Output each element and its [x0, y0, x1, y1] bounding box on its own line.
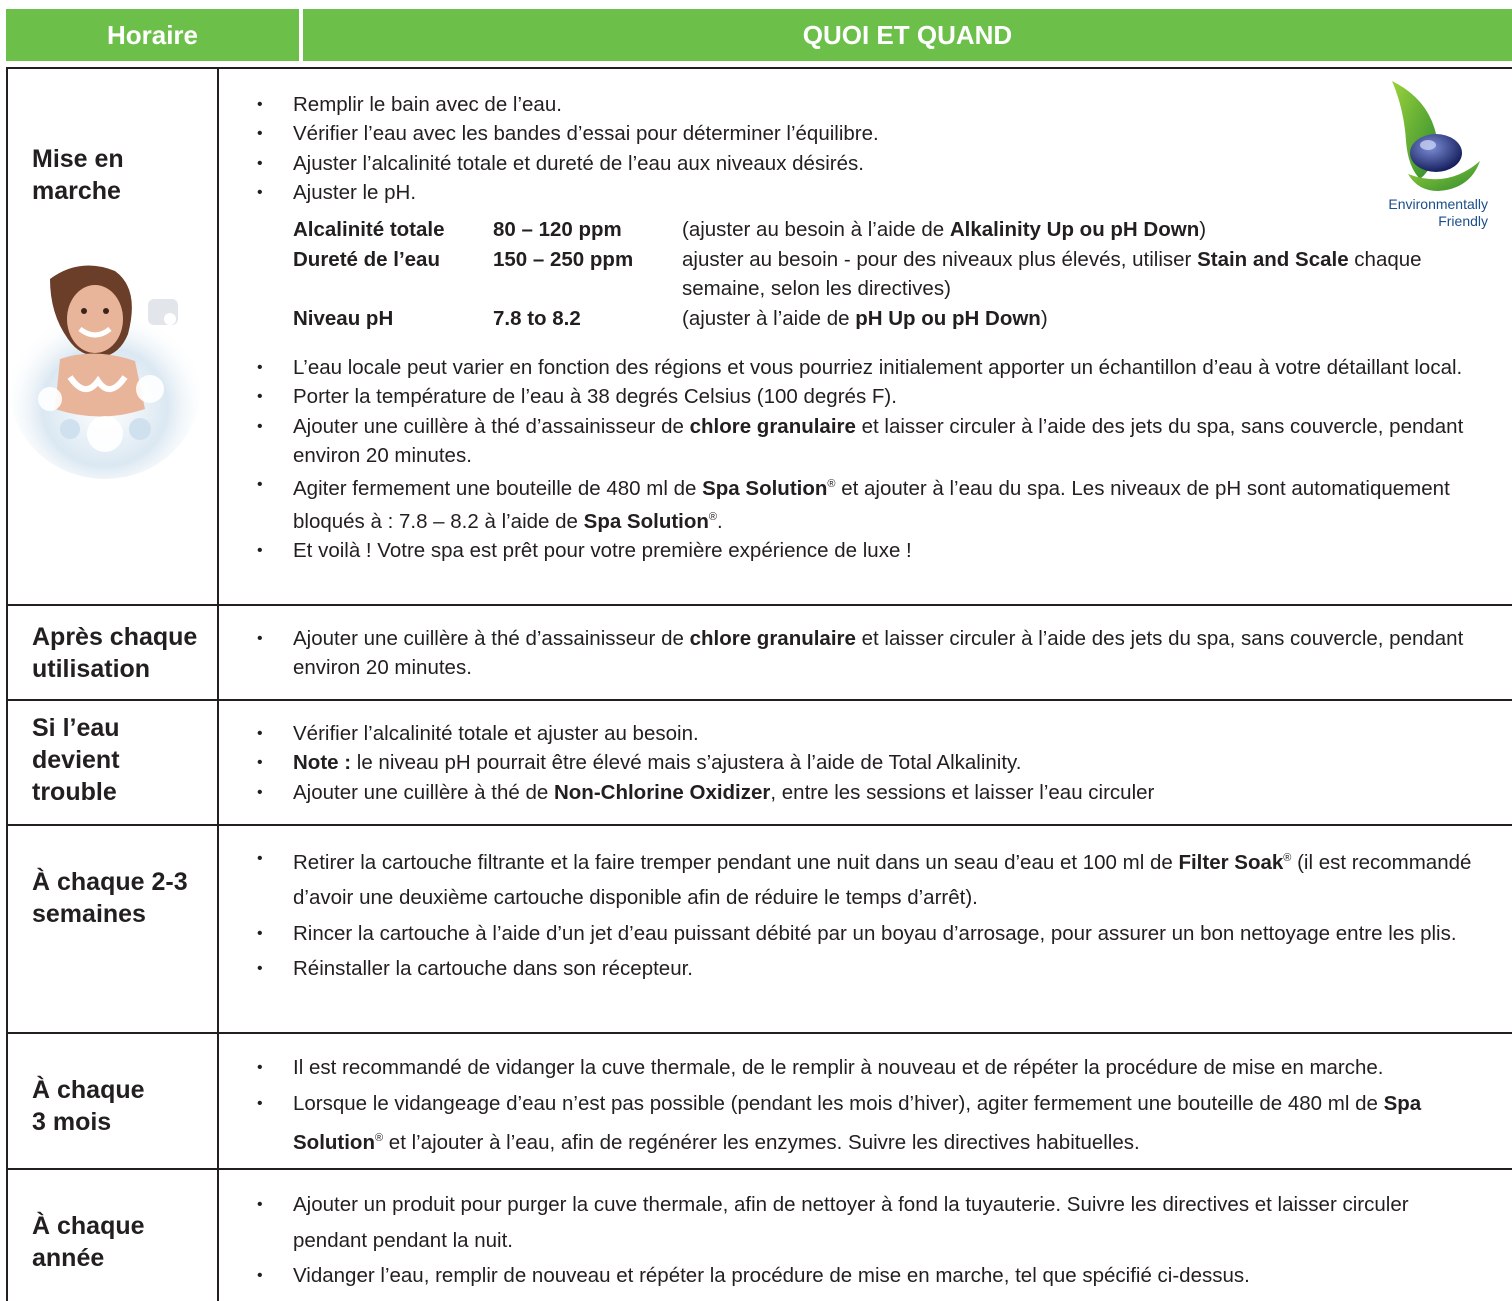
header-quoi-et-quand: QUOI ET QUAND [303, 9, 1512, 61]
schedule-label [32, 621, 197, 685]
item-text: et ajouter à l’eau du spa. Les niveaux de pH sont automatiquement bloqués à : 7.8 – 8.2 à l’aide de [293, 477, 1450, 534]
label-line: À chaque [32, 1076, 145, 1104]
schedule-content [219, 701, 1512, 824]
instruction-list [257, 1187, 1488, 1294]
list-item [257, 412, 1488, 471]
label-line: année [32, 1244, 105, 1272]
instruction-list [257, 624, 1488, 683]
product-name: Filter Soak [1178, 850, 1284, 874]
label-line: marche [32, 177, 121, 205]
schedule-cell [8, 701, 219, 824]
registered-mark: ® [1283, 852, 1292, 864]
spec-row [293, 245, 1493, 304]
list-item [257, 1258, 1488, 1294]
item-text: et laisser circuler à l’aide des jets du spa, sans couvercle, pendant environ 20 minutes. [293, 627, 1464, 680]
product-name: Stain and Scale [1197, 247, 1349, 271]
label-line: 3 mois [32, 1108, 112, 1136]
item-text: , entre les sessions et laisser l’eau circuler [770, 780, 1155, 804]
desc-text: chaque [1348, 247, 1422, 271]
logo-caption [1388, 196, 1488, 230]
item-text: Lorsque le vidangeage d’eau n’est pas possible (pendant les mois d’hiver), agiter fermement une bouteille de 480 ml de [293, 1091, 1384, 1115]
item-text: Ajouter une cuillère à thé d’assainisseur de [293, 414, 690, 438]
label-line: utilisation [32, 655, 151, 683]
list-item [257, 90, 1488, 119]
item-text: Vérifier l’eau avec les bandes d’essai pour déterminer l’équilibre. [293, 122, 879, 146]
label-line: Après chaque [32, 623, 198, 651]
environmentally-friendly-logo [1378, 79, 1488, 229]
desc-text: (ajuster au besoin à l’aide de [682, 218, 950, 241]
desc-text: ) [1040, 306, 1048, 330]
product-name: Alkalinity Up ou pH Down [949, 218, 1200, 241]
list-item [257, 624, 1488, 683]
water-levels-table [293, 215, 1493, 333]
note-label: Note : [293, 751, 352, 775]
list-item [257, 841, 1488, 916]
list-item [257, 119, 1488, 148]
product-name: chlore granulaire [689, 627, 856, 650]
schedule-content [219, 1170, 1512, 1301]
label-line: À chaque 2-3 [32, 868, 188, 896]
list-item [257, 951, 1488, 987]
table-row [6, 69, 1512, 606]
instruction-list [257, 841, 1488, 987]
item-text: L’eau locale peut varier en fonction des régions et vous pourriez initialement apporter un échantillon d’eau à votre détaillant local. [293, 356, 1463, 379]
schedule-label [32, 712, 120, 808]
schedule-label [32, 143, 124, 207]
list-item [257, 178, 1488, 207]
list-item [257, 778, 1488, 807]
spec-key: Niveau pH [293, 306, 394, 330]
item-text: Remplir le bain avec de l’eau. [293, 93, 562, 116]
list-item [257, 382, 1488, 411]
spec-desc [682, 215, 1493, 245]
item-text: Ajuster le pH. [293, 180, 417, 204]
spec-value: 150 – 250 ppm [493, 247, 634, 271]
spec-row [293, 304, 1493, 334]
caption-line: Environmentally [1388, 196, 1488, 212]
item-text: Vidanger l’eau, remplir de nouveau et répéter la procédure de mise en marche, tel que spécifié ci-dessus. [293, 1264, 1250, 1287]
desc-text: (ajuster à l’aide de [682, 306, 856, 330]
list-item [257, 536, 1488, 565]
spec-key: Dureté de l’eau [293, 247, 440, 271]
spec-value: 7.8 to 8.2 [493, 306, 581, 330]
leaf-drop-icon [1378, 79, 1488, 197]
item-text: Et voilà ! Votre spa est prêt pour votre première expérience de luxe ! [293, 539, 912, 563]
schedule-cell [8, 606, 219, 699]
label-line: devient [32, 746, 120, 774]
product-name: Spa Solution [702, 477, 828, 501]
table-row [6, 606, 1512, 701]
desc-text: semaine, selon les directives) [682, 277, 951, 300]
schedule-table [6, 67, 1512, 1301]
item-text: Ajuster l’alcalinité totale et dureté de l’eau aux niveaux désirés. [293, 151, 864, 175]
schedule-cell [8, 826, 219, 1032]
schedule-cell [8, 1034, 219, 1168]
table-row [6, 701, 1512, 826]
item-text: et laisser circuler à l’aide des jets du spa, sans couvercle, pendant environ 20 minutes. [293, 414, 1464, 467]
spec-row [293, 215, 1493, 245]
product-name: pH Up ou pH Down [855, 306, 1041, 330]
schedule-cell [8, 69, 219, 604]
item-text: et l’ajouter à l’eau, afin de regénérer les enzymes. Suivre les directives habituelles. [383, 1130, 1140, 1154]
table-row [6, 1170, 1512, 1301]
list-item [257, 1187, 1488, 1258]
product-name: Spa Solution [293, 1091, 1422, 1154]
schedule-content [219, 1034, 1512, 1168]
item-text: Ajouter une cuillère à thé de [293, 780, 554, 804]
schedule-label [32, 1074, 145, 1138]
list-item [257, 1086, 1488, 1161]
item-text: Ajouter un produit pour purger la cuve thermale, afin de nettoyer à fond la tuyauterie. Suivre les directives et laisser circuler pendant pendant la nuit. [293, 1193, 1409, 1252]
schedule-label [32, 1210, 145, 1274]
table-row [6, 826, 1512, 1034]
item-text: Il est recommandé de vidanger la cuve thermale, de le remplir à nouveau et de répéter la procédure de mise en marche. [293, 1056, 1384, 1079]
table-row [6, 1034, 1512, 1170]
desc-text: ajuster au besoin - pour des niveaux plus élevés, utiliser [682, 247, 1198, 271]
list-item [257, 470, 1488, 536]
list-item [257, 748, 1488, 777]
spec-value: 80 – 120 ppm [493, 218, 622, 241]
list-item [257, 353, 1488, 382]
item-text: Porter la température de l’eau à 38 degrés Celsius (100 degrés F). [293, 385, 897, 409]
item-text: Agiter fermement une bouteille de 480 ml de [293, 477, 703, 501]
label-line: trouble [32, 778, 117, 806]
registered-mark: ® [827, 478, 836, 491]
item-text: (il est recommandé d’avoir une deuxième cartouche disponible afin de réduire le temps d’arrêt). [293, 850, 1472, 910]
registered-mark: ® [374, 1132, 384, 1144]
label-line: Si l’eau [32, 714, 120, 742]
list-item [257, 916, 1488, 952]
woman-in-spa-photo [10, 259, 200, 479]
schedule-cell [8, 1170, 219, 1301]
product-name: Non-Chlorine Oxidizer [553, 780, 771, 804]
item-text: le niveau pH pourrait être élevé mais s’ajustera à l’aide de Total Alkalinity. [351, 751, 1022, 775]
schedule-content [219, 69, 1512, 604]
schedule-label [32, 866, 188, 930]
instruction-list [257, 1050, 1488, 1160]
spec-key: Alcalinité totale [293, 218, 445, 241]
item-text: Retirer la cartouche filtrante et la faire tremper pendant une nuit dans un seau d’eau et 100 ml de [293, 850, 1179, 874]
registered-mark: ® [708, 511, 718, 524]
desc-text: ) [1199, 218, 1207, 241]
header-horaire: Horaire [6, 9, 299, 61]
item-text: . [717, 510, 723, 534]
item-text: Ajouter une cuillère à thé d’assainisseur de [293, 627, 690, 650]
list-item [257, 719, 1488, 748]
spec-desc [682, 304, 1493, 334]
caption-line: Friendly [1438, 213, 1488, 229]
product-name: Spa Solution [583, 510, 709, 534]
label-line: À chaque [32, 1212, 145, 1240]
label-line: semaines [32, 900, 146, 928]
schedule-content [219, 606, 1512, 699]
item-text: Vérifier l’alcalinité totale et ajuster au besoin. [293, 722, 699, 745]
label-line: Mise en [32, 145, 124, 173]
table-header [6, 9, 1512, 61]
instruction-list [257, 353, 1488, 566]
item-text: Rincer la cartouche à l’aide d’un jet d’eau puissant débité par un boyau d’arrosage, pour assurer un bon nettoyage entre les plis. [293, 921, 1457, 945]
spec-desc [682, 245, 1493, 304]
instruction-list [257, 90, 1488, 207]
item-text: Réinstaller la cartouche dans son récepteur. [293, 957, 693, 981]
instruction-list [257, 719, 1488, 807]
list-item [257, 1050, 1488, 1086]
schedule-content [219, 826, 1512, 1032]
product-name: chlore granulaire [689, 414, 856, 438]
list-item [257, 149, 1488, 178]
